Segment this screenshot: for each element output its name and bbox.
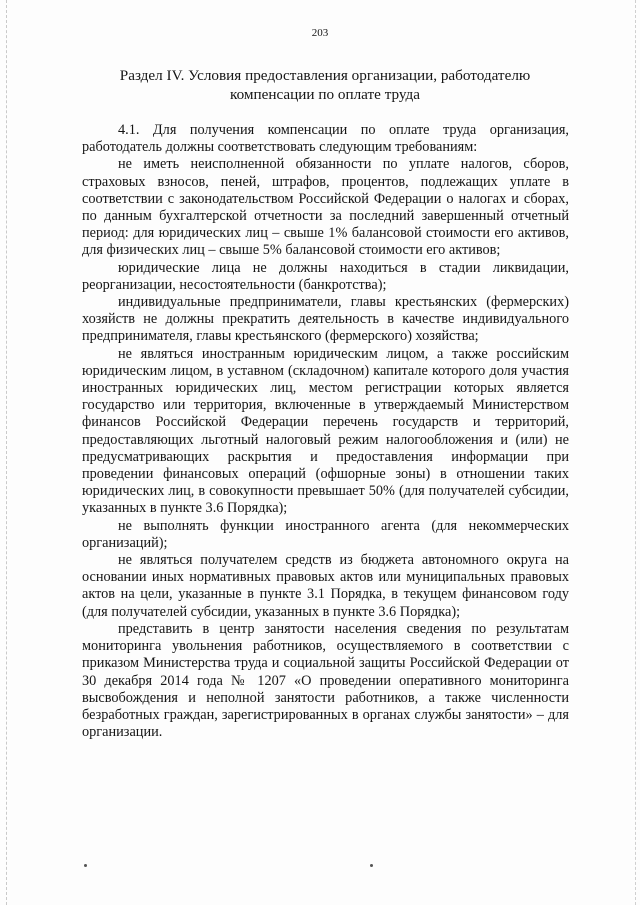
paragraph-requirement-entrepreneurs: индивидуальные предприниматели, главы крестьянских (фермерских) хозяйств не должны прекратить деятельность в качестве индивидуального предпринимателя, главы крестьянского (фермерского) хозяйства; xyxy=(82,294,569,345)
paragraph-requirement-liquidation: юридические лица не должны находиться в стадии ликвидации, реорганизации, несостоятельности (банкротства); xyxy=(82,259,569,293)
scan-dot-right xyxy=(370,864,373,867)
paragraph-requirement-budget-funds: не являться получателем средств из бюджета автономного округа на основании иных нормативных правовых актов или муниципальных правовых актов на цели, указанные в пункте 3.1 Порядка, в текущем финансовом году (для получателей субсидии, указанных в пункте 3.6 Порядка); xyxy=(82,552,569,620)
paragraph-requirement-foreign-entity: не являться иностранным юридическим лицом, а также российским юридическим лицом, в уставном (складочном) капитале которого доля участия иностранных юридических лиц, местом регистрации которых является государство или территория, включенные в утверждаемый Министерством финансов Российской Федерации перечень государств и территорий, предоставляющих льготный налоговый режим налогообложения и (или) не предусматривающих раскрытия и предоставления информации при проведении финансовых операций (офшорные зоны) в отношении таких юридических лиц, в совокупности превышает 50% (для получателей субсидии, указанных в пункте 3.6 Порядка); xyxy=(82,345,569,517)
document-body xyxy=(82,122,569,741)
paragraph-4-1: 4.1. Для получения компенсации по оплате труда организация, работодатель должны соответствовать следующим требованиям: xyxy=(82,122,569,156)
scan-edge-right xyxy=(635,0,636,905)
paragraph-requirement-monitoring: представить в центр занятости населения сведения по результатам мониторинга увольнения работников, осуществляемого в соответствии с приказом Министерства труда и социальной защиты Российской Федерации от 30 декабря 2014 года № 1207 «О проведении оперативного мониторинга высвобождения и неполной занятости работников, а также численности безработных граждан, зарегистрированных в органах службы занятости» – для организации. xyxy=(82,620,569,741)
section-title: Раздел IV. Условия предоставления организации, работодателю компенсации по оплате труда xyxy=(119,67,531,103)
page-number: 203 xyxy=(311,27,329,39)
paragraph-requirement-taxes: не иметь неисполненной обязанности по уплате налогов, сборов, страховых взносов, пеней, штрафов, процентов, подлежащих уплате в соответствии с законодательством Российской Федерации о налогах и сборах, по данным бухгалтерской отчетности за последний завершенный отчетный период: для юридических лиц – свыше 1% балансовой стоимости его активов, для физических лиц – свыше 5% балансовой стоимости его активов; xyxy=(82,156,569,259)
scan-dot-left xyxy=(84,864,87,867)
scan-edge-left xyxy=(6,0,7,905)
paragraph-requirement-foreign-agent: не выполнять функции иностранного агента (для некоммерческих организаций); xyxy=(82,517,569,551)
